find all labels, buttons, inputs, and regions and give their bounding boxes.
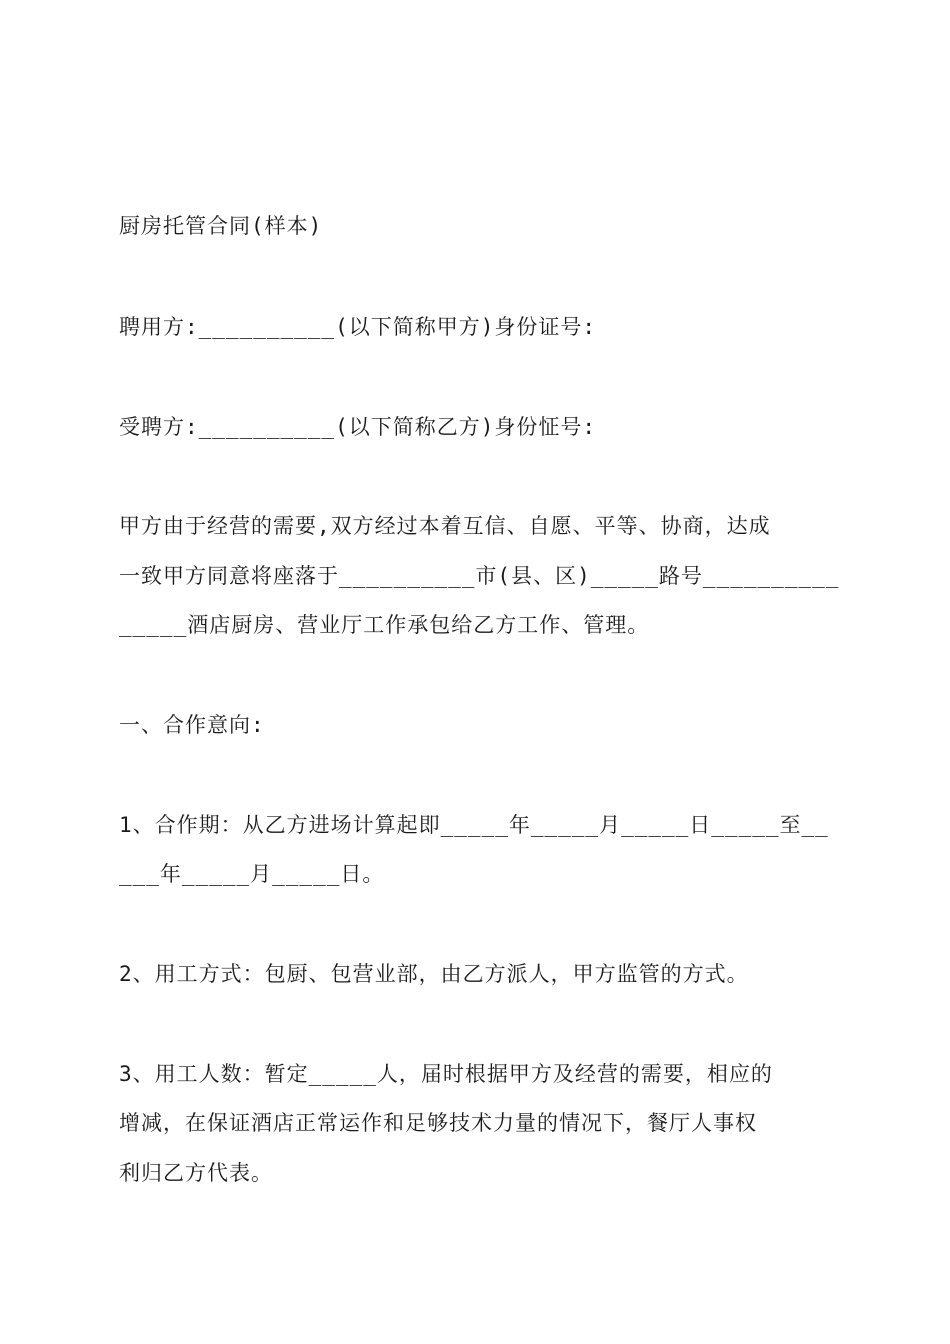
document-title: 厨房托管合同(样本) — [119, 214, 323, 238]
item-3-line-2: 增减，在保证酒店正常运作和足够技术力量的情况下，餐厅人事权 — [119, 1111, 757, 1135]
item-3-line-3: 利归乙方代表。 — [119, 1161, 273, 1185]
item-2-line-1: 2、用工方式：包厨、包营业部，由乙方派人，甲方监管的方式。 — [119, 962, 749, 986]
section-1-heading: 一、合作意向: — [119, 713, 265, 737]
party-b-line: 受聘方:__________(以下简称乙方)身份怔号: — [119, 415, 597, 439]
intro-line-3: _____酒店厨房、营业厅工作承包给乙方工作、管理。 — [119, 613, 650, 637]
party-a-line: 聘用方:__________(以下简称甲方)身份证号: — [119, 315, 597, 339]
intro-line-1: 甲方由于经营的需要,双方经过本着互信、自愿、平等、协商，达成 — [119, 514, 771, 538]
intro-line-2: 一致甲方同意将座落于__________市(县、区)_____路号__________ — [119, 564, 840, 588]
item-1-line-2: ___年_____月_____日。 — [119, 862, 385, 886]
item-3-line-1: 3、用工人数：暂定_____人，届时根据甲方及经营的需要，相应的 — [119, 1062, 773, 1086]
item-1-line-1: 1、合作期：从乙方进场计算起即_____年_____月_____日_____至__ — [119, 813, 829, 837]
